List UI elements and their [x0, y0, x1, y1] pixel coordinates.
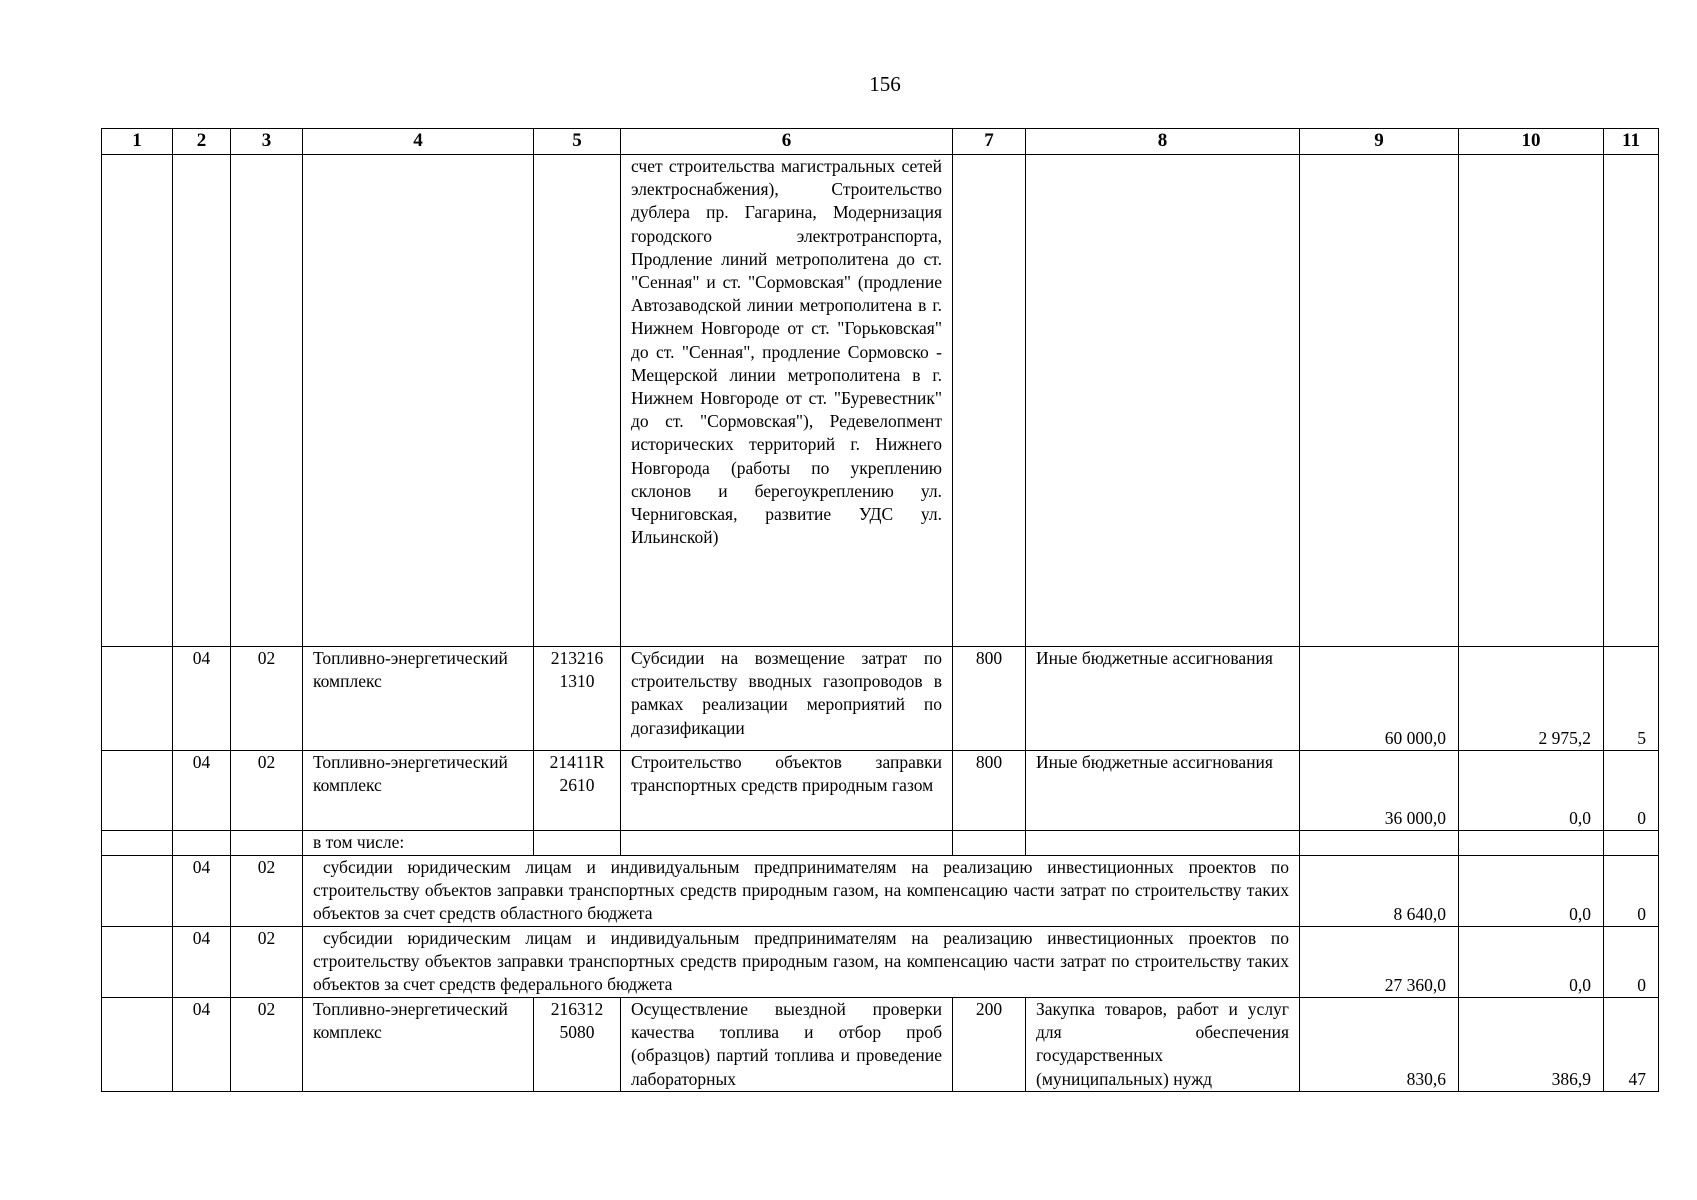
empty-cell — [621, 831, 953, 856]
header-row — [102, 129, 1659, 155]
table-row — [102, 831, 1659, 856]
header-cell-8: 8 — [1026, 129, 1300, 155]
cell-section-code: 04 — [173, 647, 231, 751]
cell-actual: 0,0 — [1459, 751, 1604, 831]
cell-expense-name — [1026, 155, 1300, 647]
cell-target-code: 213216 1310 — [534, 647, 621, 751]
table-row — [102, 751, 1659, 831]
cell-target-code: 21411R 2610 — [534, 751, 621, 831]
cell-subsection-code — [231, 155, 303, 647]
subsidy-description: субсидии юридическим лицам и индивидуальным предпринимателям на реализацию инвестиционных проектов по строительству объектов заправки транспортных средств природным газом, на компенсацию части затрат по строительству таких объектов за счет средств областного бюджета — [303, 856, 1300, 927]
cell-section-code: 04 — [173, 927, 231, 998]
table-row — [102, 647, 1659, 751]
including-label: в том числе: — [303, 831, 534, 856]
budget-table — [101, 128, 1659, 1092]
header-cell-10: 10 — [1459, 129, 1604, 155]
cell-percent: 0 — [1604, 751, 1659, 831]
cell-actual: 2 975,2 — [1459, 647, 1604, 751]
empty-cell — [1604, 831, 1659, 856]
empty-cell — [534, 831, 621, 856]
cell-actual: 386,9 — [1459, 998, 1604, 1092]
cell-section-code: 04 — [173, 751, 231, 831]
empty-cell — [102, 831, 173, 856]
cell-subsection-name — [303, 155, 534, 647]
cell-percent: 0 — [1604, 927, 1659, 998]
cell-target-code: 216312 5080 — [534, 998, 621, 1092]
header-cell-1: 1 — [102, 129, 173, 155]
cell-actual: 0,0 — [1459, 856, 1604, 927]
cell-section — [102, 155, 173, 647]
cell-plan: 36 000,0 — [1300, 751, 1459, 831]
cell-plan: 60 000,0 — [1300, 647, 1459, 751]
header-cell-4: 4 — [303, 129, 534, 155]
table-row — [102, 155, 1659, 647]
empty-cell — [231, 831, 303, 856]
cell-subsection-code: 02 — [231, 647, 303, 751]
cell-plan: 27 360,0 — [1300, 927, 1459, 998]
cell-target-name: Строительство объектов заправки транспортных средств природным газом — [621, 751, 953, 831]
cell-percent — [1604, 155, 1659, 647]
header-cell-7: 7 — [953, 129, 1026, 155]
cell-subsection-code: 02 — [231, 927, 303, 998]
cell-expense-code: 200 — [953, 998, 1026, 1092]
cell-target-name: счет строительства магистральных сетей электроснабжения), Строительство дублера пр. Гагарина, Модернизация городского электротранспорта, Продление линий метрополитена до ст. "Сенная" и ст. "Сормовская" (продление Автозаводской линии метрополитена в г. Нижнем Новгороде от ст. "Горьковская" до ст. "Сенная", продление Сормовско - Мещерской линии метрополитена в г. Нижнем Новгороде от ст. "Буревестник" до ст. "Сормовская"), Редевелопмент исторических территорий г. Нижнего Новгорода (работы по укреплению склонов и берегоукреплению ул. Черниговская, развитие УДС ул. Ильинской) — [621, 155, 953, 647]
cell-actual — [1459, 155, 1604, 647]
table-row — [102, 998, 1659, 1092]
cell-subsection-name: Топливно-энергетический комплекс — [303, 751, 534, 831]
cell-plan — [1300, 155, 1459, 647]
empty-cell — [953, 831, 1026, 856]
page-number: 156 — [869, 72, 901, 96]
cell-subsection-name: Топливно-энергетический комплекс — [303, 998, 534, 1092]
cell-target-name: Субсидии на возмещение затрат по строительству вводных газопроводов в рамках реализации мероприятий по догазификации — [621, 647, 953, 751]
cell-percent: 47 — [1604, 998, 1659, 1092]
cell-section — [102, 647, 173, 751]
header-cell-3: 3 — [231, 129, 303, 155]
header-cell-2: 2 — [173, 129, 231, 155]
header-cell-5: 5 — [534, 129, 621, 155]
cell-expense-name: Иные бюджетные ассигнования — [1026, 751, 1300, 831]
table-row — [102, 856, 1659, 927]
cell-percent: 0 — [1604, 856, 1659, 927]
cell-expense-code — [953, 155, 1026, 647]
subsidy-description: субсидии юридическим лицам и индивидуальным предпринимателям на реализацию инвестиционных проектов по строительству объектов заправки транспортных средств природным газом, на компенсацию части затрат по строительству таких объектов за счет средств федерального бюджета — [303, 927, 1300, 998]
empty-cell — [102, 927, 173, 998]
cell-expense-code: 800 — [953, 751, 1026, 831]
header-cell-9: 9 — [1300, 129, 1459, 155]
cell-subsection-code: 02 — [231, 751, 303, 831]
cell-expense-code: 800 — [953, 647, 1026, 751]
cell-percent: 5 — [1604, 647, 1659, 751]
cell-section-code: 04 — [173, 856, 231, 927]
cell-section — [102, 998, 173, 1092]
cell-actual: 0,0 — [1459, 927, 1604, 998]
empty-cell — [1026, 831, 1300, 856]
cell-section-code: 04 — [173, 998, 231, 1092]
cell-section — [102, 751, 173, 831]
header-cell-6: 6 — [621, 129, 953, 155]
cell-expense-name: Иные бюджетные ассигнования — [1026, 647, 1300, 751]
cell-expense-name: Закупка товаров, работ и услуг для обеспечения государственных (муниципальных) нужд — [1026, 998, 1300, 1092]
cell-subsection-code: 02 — [231, 998, 303, 1092]
table-row — [102, 927, 1659, 998]
cell-plan: 8 640,0 — [1300, 856, 1459, 927]
empty-cell — [1300, 831, 1459, 856]
empty-cell — [1459, 831, 1604, 856]
empty-cell — [173, 831, 231, 856]
empty-cell — [102, 856, 173, 927]
cell-target-code — [534, 155, 621, 647]
cell-section-code — [173, 155, 231, 647]
cell-subsection-code: 02 — [231, 856, 303, 927]
cell-subsection-name: Топливно-энергетический комплекс — [303, 647, 534, 751]
header-cell-11: 11 — [1604, 129, 1659, 155]
cell-plan: 830,6 — [1300, 998, 1459, 1092]
cell-target-name: Осуществление выездной проверки качества топлива и отбор проб (образцов) партий топлива и проведение лабораторных — [621, 998, 953, 1092]
